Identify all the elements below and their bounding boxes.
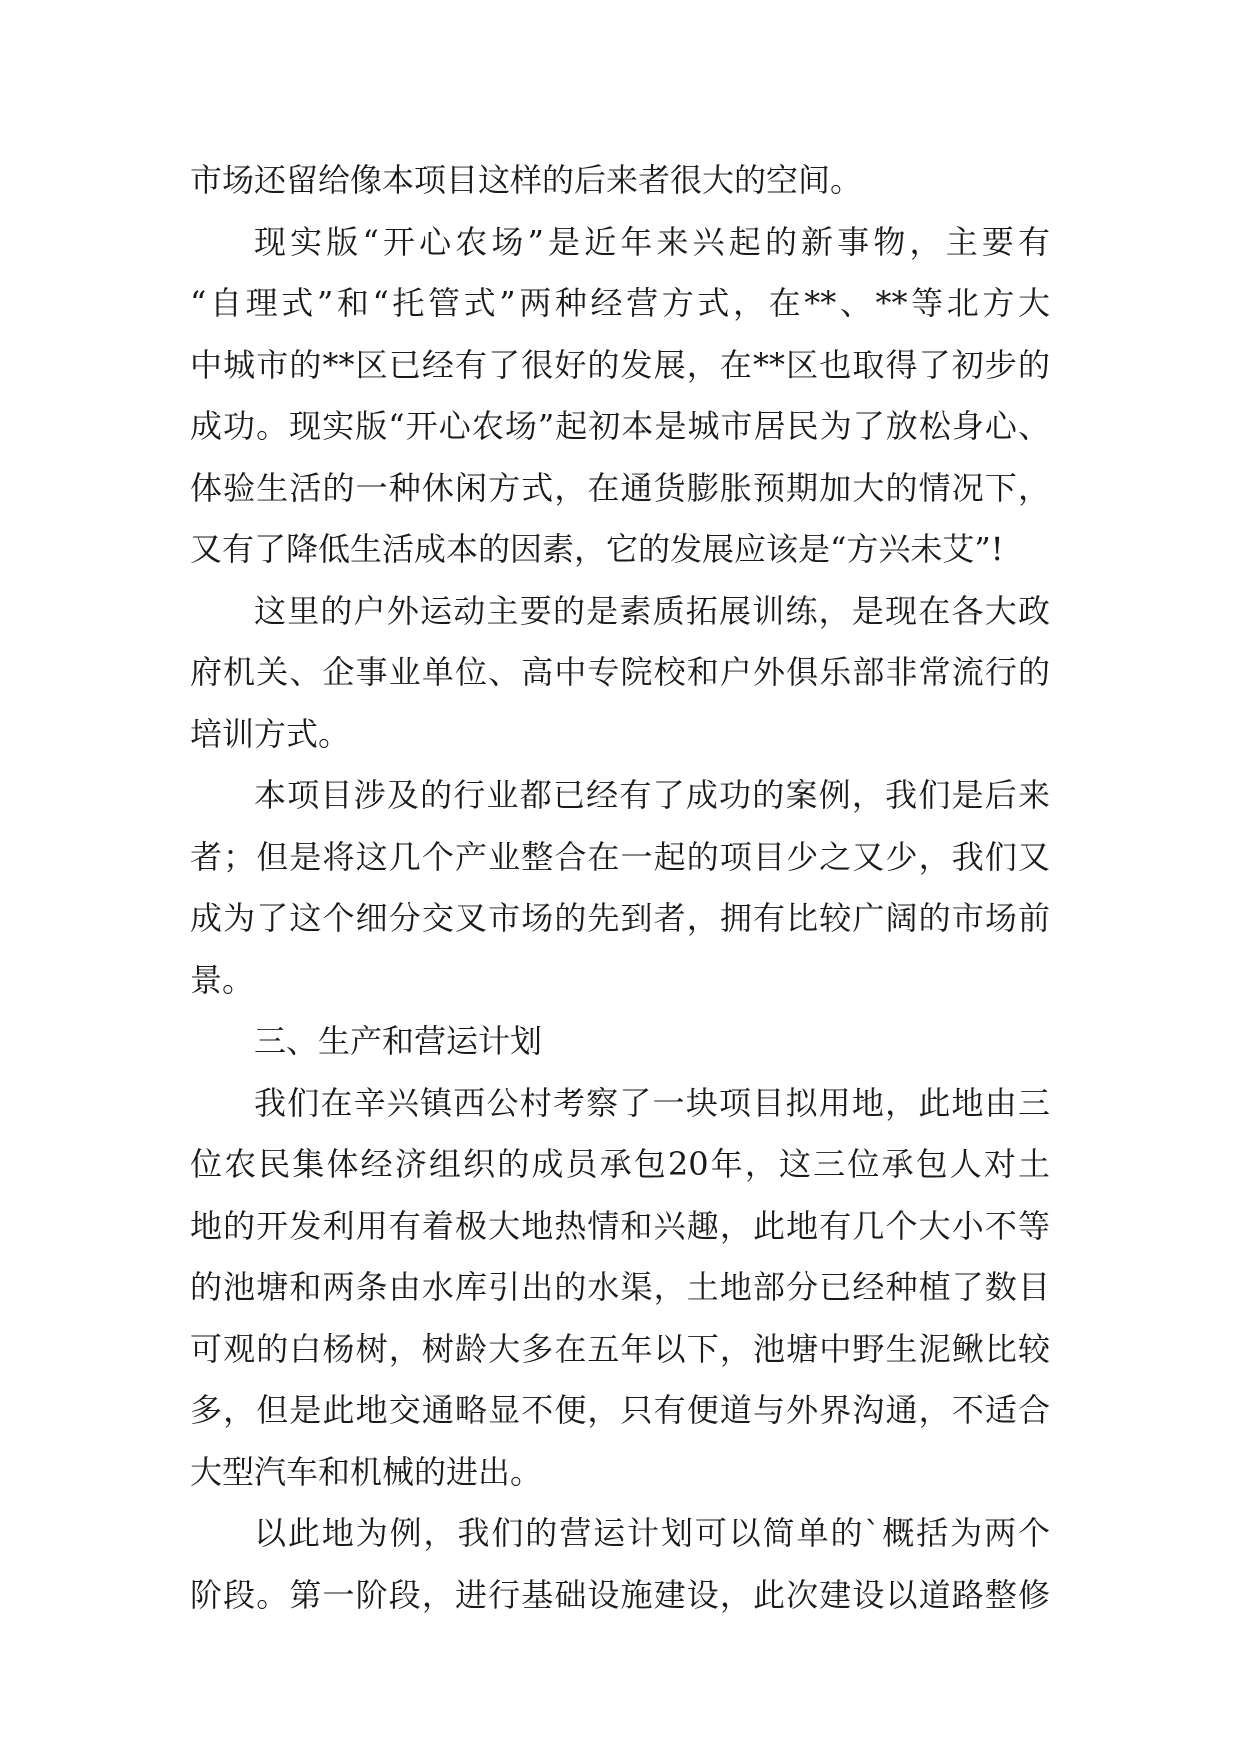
text-line: 大型汽车和机械的进出。: [190, 1452, 543, 1491]
text-line: 体验生活的一种休闲方式，在通货膨胀预期加大的情况下，: [190, 468, 1050, 507]
text-line: 市场还留给像本项目这样的后来者很大的空间。: [190, 161, 863, 199]
text-line: “自理式”和“托管式”两种经营方式，在**、**等北方大: [190, 284, 1050, 322]
text-line: 阶段。第一阶段，进行基础设施建设，此次建设以道路整修: [190, 1575, 1050, 1614]
document-body: [190, 150, 1050, 1626]
text-line: 培训方式。: [190, 714, 351, 753]
text-line: 又有了降低生活成本的因素，它的发展应该是“方兴未艾”!: [190, 530, 1004, 568]
text-line: 多，但是此地交通略显不便，只有便道与外界沟通，不适合: [190, 1391, 1050, 1429]
text-line: 现实版“开心农场”是近年来兴起的新事物，主要有: [254, 222, 1050, 261]
text-line: 者；但是将这几个产业整合在一起的项目少之又少，我们又: [190, 837, 1050, 876]
text-line: 我们在辛兴镇西公村考察了一块项目拟用地，此地由三: [254, 1083, 1050, 1122]
text-line: 成功。现实版“开心农场”起初本是城市居民为了放松身心、: [190, 407, 1050, 445]
text-line: 这里的户外运动主要的是素质拓展训练，是现在各大政: [254, 591, 1050, 630]
text-line: 中城市的**区已经有了很好的发展，在**区也取得了初步的: [190, 345, 1050, 384]
text-line: 景。: [190, 960, 255, 999]
text-line: 地的开发利用有着极大地热情和兴趣，此地有几个大小不等: [190, 1206, 1050, 1245]
text-line: 以此地为例，我们的营运计划可以简单的`概括为两个: [254, 1514, 1050, 1552]
text-line: 可观的白杨树，树龄大多在五年以下，池塘中野生泥鳅比较: [190, 1329, 1050, 1368]
text-line: 的池塘和两条由水库引出的水渠，土地部分已经种植了数目: [190, 1268, 1050, 1306]
text-line: 成为了这个细分交叉市场的先到者，拥有比较广阔的市场前: [190, 899, 1050, 937]
text-line: 本项目涉及的行业都已经有了成功的案例，我们是后来: [254, 776, 1050, 814]
text-line: 三、生产和营运计划: [254, 1022, 543, 1060]
text-line: 府机关、企事业单位、高中专院校和户外俱乐部非常流行的: [190, 653, 1050, 691]
text-line: 位农民集体经济组织的成员承包20年，这三位承包人对土: [190, 1145, 1050, 1183]
